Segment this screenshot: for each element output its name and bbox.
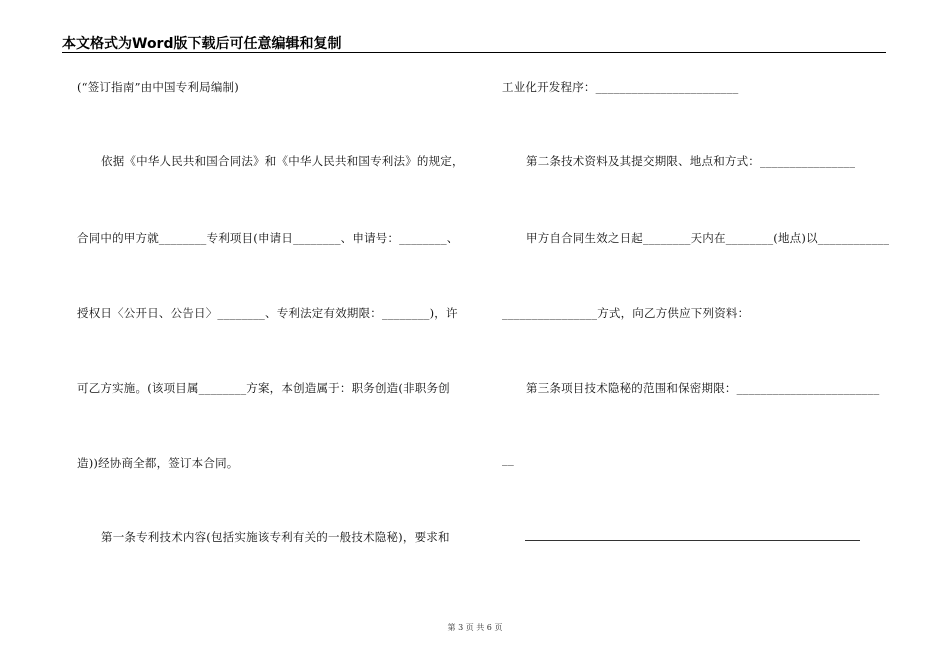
right-line-3: 甲方自合同生效之日起________天内在________(地点)以____________	[526, 231, 890, 245]
page-number: 第 3 页 共 6 页	[447, 623, 503, 632]
left-line-6: 造))经协商全都，签订本合同。	[77, 456, 239, 470]
left-line-2: 依据《中华人民共和国合同法》和《中华人民共和国专利法》的规定，	[101, 154, 464, 168]
document-header-title: 本文格式为Word版下载后可任意编辑和复制	[62, 36, 342, 52]
right-short-line: __	[502, 452, 514, 466]
left-line-5: 可乙方实施。(该项目属________方案，本创造属于：职务创造(非职务创	[77, 381, 450, 395]
left-line-3: 合同中的甲方就________专利项目(申请日________、申请号：________、	[77, 231, 459, 245]
header-divider	[62, 52, 886, 53]
blank-fill-line	[525, 540, 860, 541]
right-line-1: 工业化开发程序：________________________	[502, 80, 739, 94]
right-line-5: 第三条项目技术隐秘的范围和保密期限：________________________	[526, 381, 880, 395]
right-line-4: ________________方式，向乙方供应下列资料：	[502, 306, 750, 320]
left-line-1: (“签订指南”由中国专利局编制)	[77, 80, 239, 94]
right-line-2: 第二条技术资料及其提交期限、地点和方式：________________	[526, 154, 856, 168]
left-line-4: 授权日〈公开日、公告日〉________、专利法定有效期限：________)，许	[77, 306, 458, 320]
left-line-7: 第一条专利技术内容(包括实施该专利有关的一般技术隐秘)，要求和	[101, 530, 450, 544]
